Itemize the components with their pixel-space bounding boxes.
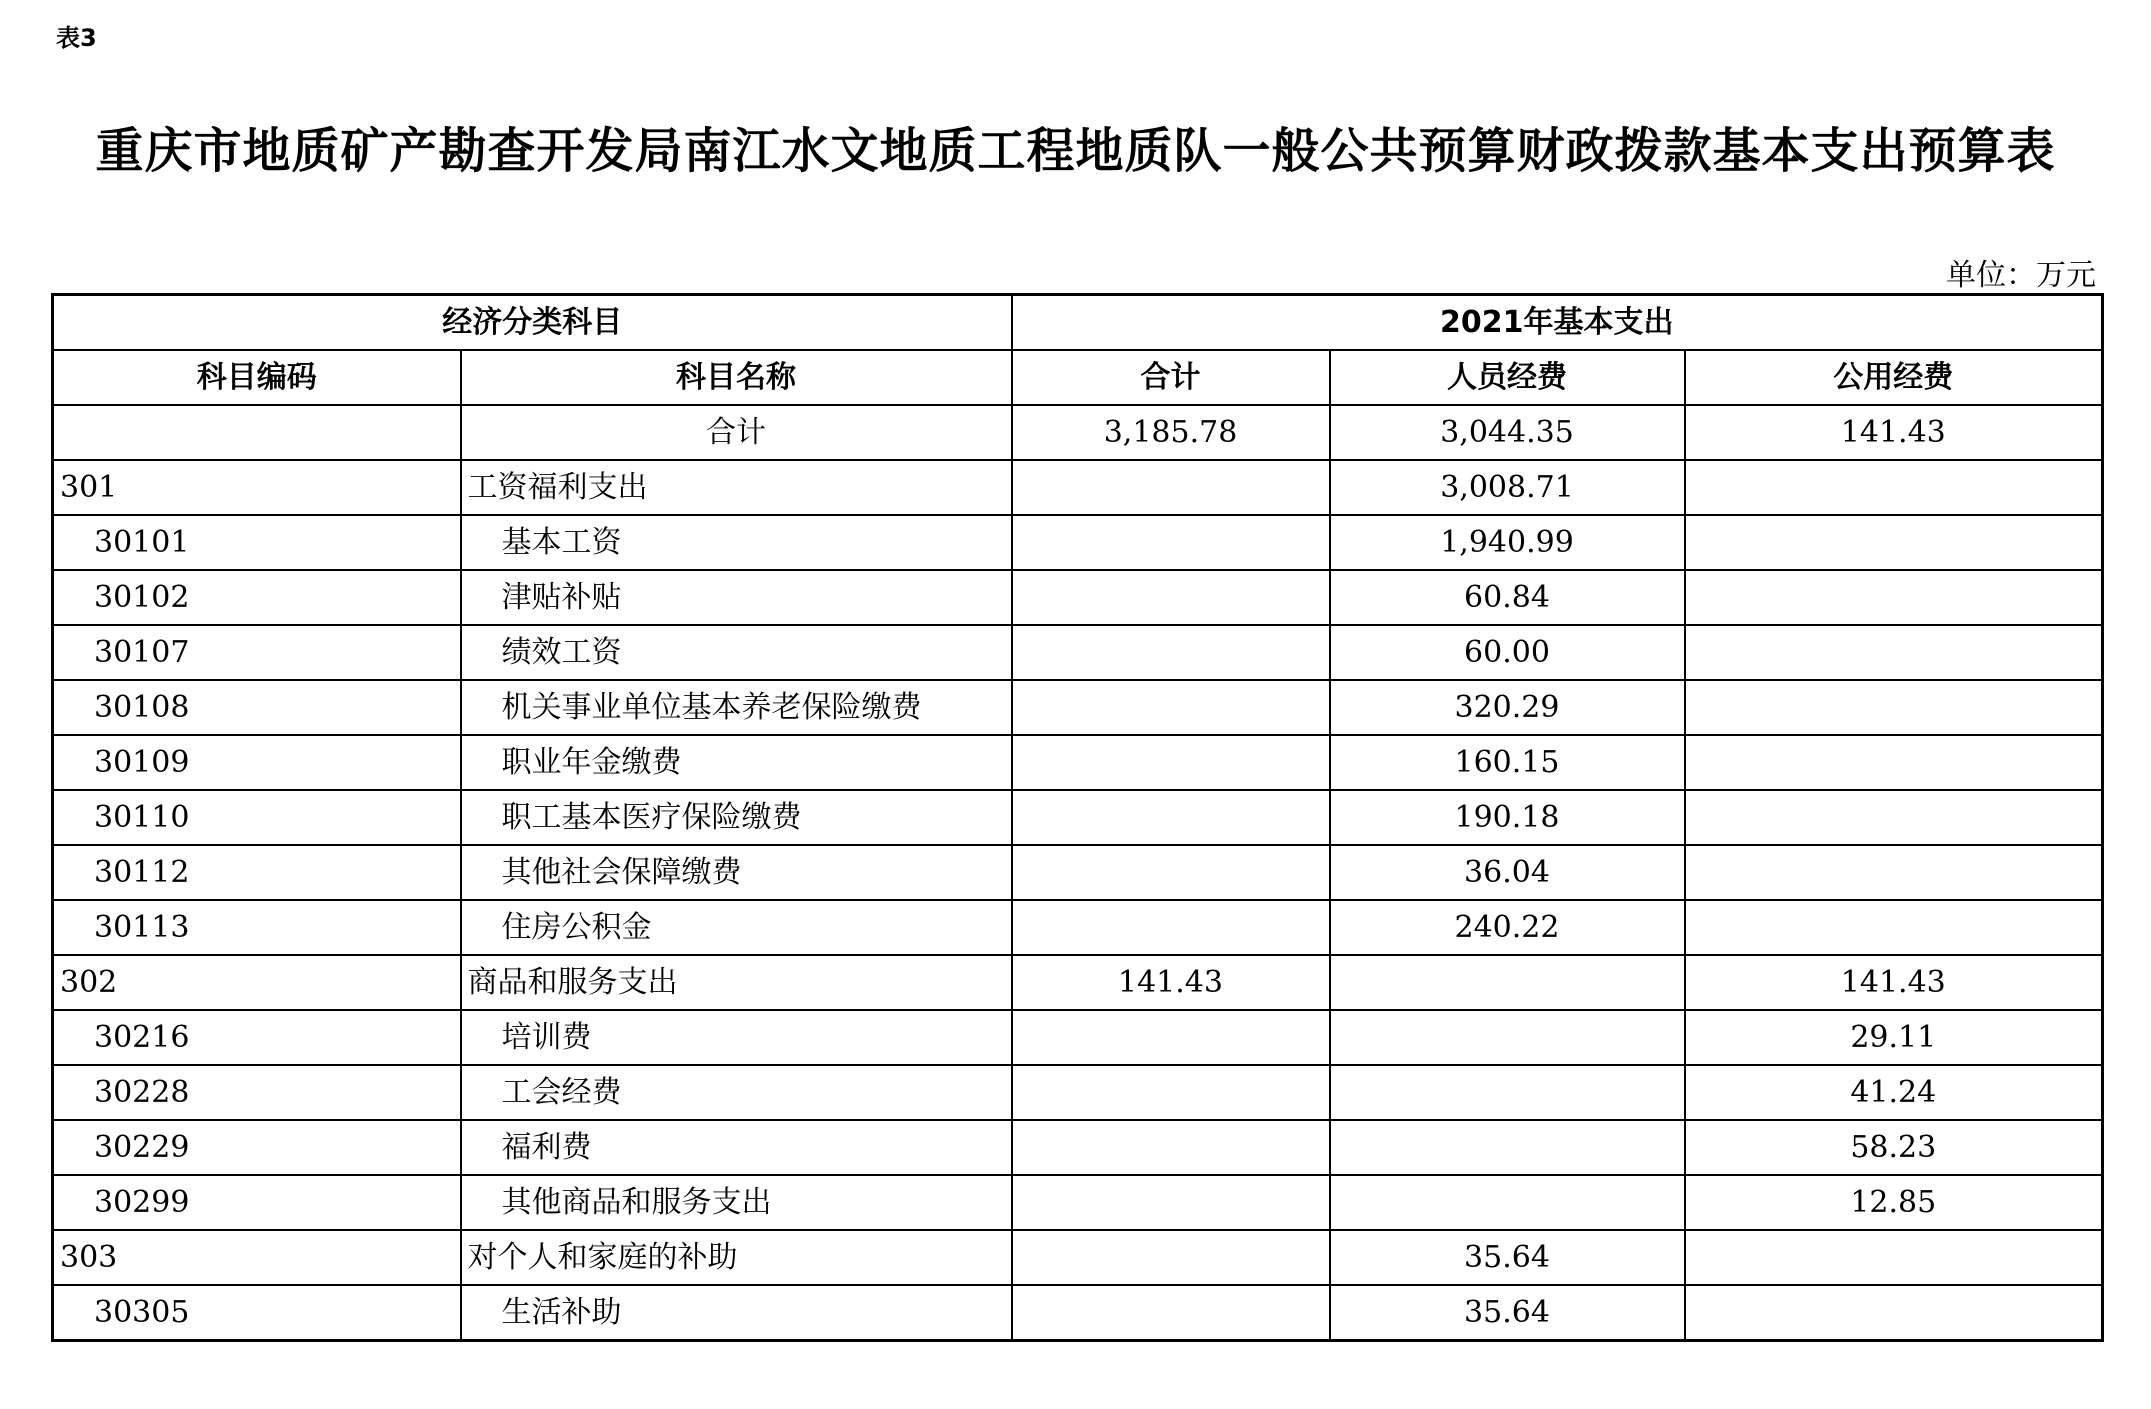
public-cell: 29.11 — [1685, 1010, 2103, 1065]
table-row — [53, 1120, 2103, 1175]
name-cell: 其他社会保障缴费 — [461, 845, 1012, 900]
table-row — [53, 900, 2103, 955]
code-cell: 30110 — [53, 790, 461, 845]
name-cell: 对个人和家庭的补助 — [461, 1230, 1012, 1285]
public-cell: 41.24 — [1685, 1065, 2103, 1120]
code-cell — [53, 405, 461, 460]
personnel-cell: 36.04 — [1330, 845, 1685, 900]
personnel-cell: 60.84 — [1330, 570, 1685, 625]
code-cell: 30112 — [53, 845, 461, 900]
personnel-cell: 35.64 — [1330, 1285, 1685, 1341]
group-header-economic-class: 经济分类科目 — [53, 295, 1012, 351]
total-cell: 3,185.78 — [1012, 405, 1330, 460]
table-row — [53, 460, 2103, 515]
code-cell: 30107 — [53, 625, 461, 680]
column-header-name: 科目名称 — [461, 350, 1012, 405]
column-header-public: 公用经费 — [1685, 350, 2103, 405]
name-cell: 基本工资 — [461, 515, 1012, 570]
unit-label: 单位：万元 — [1946, 258, 2096, 293]
code-cell: 30101 — [53, 515, 461, 570]
public-cell — [1685, 460, 2103, 515]
table-row — [53, 1065, 2103, 1120]
table-row — [53, 515, 2103, 570]
personnel-cell: 3,008.71 — [1330, 460, 1685, 515]
code-cell: 301 — [53, 460, 461, 515]
code-cell: 30102 — [53, 570, 461, 625]
public-cell — [1685, 680, 2103, 735]
document-label: 表3 — [56, 24, 97, 52]
table-row — [53, 625, 2103, 680]
total-cell — [1012, 1285, 1330, 1341]
total-cell — [1012, 680, 1330, 735]
public-cell: 141.43 — [1685, 955, 2103, 1010]
code-cell: 30299 — [53, 1175, 461, 1230]
group-header-row — [53, 295, 2103, 351]
personnel-cell — [1330, 955, 1685, 1010]
personnel-cell: 240.22 — [1330, 900, 1685, 955]
total-cell — [1012, 1120, 1330, 1175]
column-header-row — [53, 350, 2103, 405]
total-cell: 141.43 — [1012, 955, 1330, 1010]
name-cell: 绩效工资 — [461, 625, 1012, 680]
total-cell — [1012, 1065, 1330, 1120]
name-cell: 商品和服务支出 — [461, 955, 1012, 1010]
group-header-basic-expenditure: 2021年基本支出 — [1012, 295, 2103, 351]
code-cell: 303 — [53, 1230, 461, 1285]
personnel-cell: 60.00 — [1330, 625, 1685, 680]
name-cell: 职业年金缴费 — [461, 735, 1012, 790]
code-cell: 30109 — [53, 735, 461, 790]
personnel-cell: 320.29 — [1330, 680, 1685, 735]
table-row — [53, 955, 2103, 1010]
code-cell: 30305 — [53, 1285, 461, 1341]
table-row — [53, 1285, 2103, 1341]
public-cell — [1685, 900, 2103, 955]
table-row — [53, 1010, 2103, 1065]
personnel-cell — [1330, 1010, 1685, 1065]
total-cell — [1012, 1175, 1330, 1230]
public-cell — [1685, 625, 2103, 680]
public-cell — [1685, 735, 2103, 790]
code-cell: 30108 — [53, 680, 461, 735]
code-cell: 30113 — [53, 900, 461, 955]
column-header-personnel: 人员经费 — [1330, 350, 1685, 405]
column-header-code: 科目编码 — [53, 350, 461, 405]
budget-table — [51, 293, 2104, 1342]
table-row — [53, 680, 2103, 735]
total-cell — [1012, 900, 1330, 955]
code-cell: 302 — [53, 955, 461, 1010]
name-cell: 培训费 — [461, 1010, 1012, 1065]
name-cell: 工会经费 — [461, 1065, 1012, 1120]
code-cell: 30216 — [53, 1010, 461, 1065]
personnel-cell: 190.18 — [1330, 790, 1685, 845]
column-header-total: 合计 — [1012, 350, 1330, 405]
name-cell: 职工基本医疗保险缴费 — [461, 790, 1012, 845]
name-cell: 津贴补贴 — [461, 570, 1012, 625]
personnel-cell — [1330, 1065, 1685, 1120]
personnel-cell — [1330, 1175, 1685, 1230]
code-cell: 30229 — [53, 1120, 461, 1175]
public-cell: 141.43 — [1685, 405, 2103, 460]
name-cell: 其他商品和服务支出 — [461, 1175, 1012, 1230]
name-cell: 福利费 — [461, 1120, 1012, 1175]
table-row — [53, 790, 2103, 845]
public-cell — [1685, 570, 2103, 625]
total-cell — [1012, 515, 1330, 570]
total-cell — [1012, 570, 1330, 625]
public-cell — [1685, 1285, 2103, 1341]
total-cell — [1012, 735, 1330, 790]
total-cell — [1012, 790, 1330, 845]
table-row — [53, 735, 2103, 790]
table-row — [53, 570, 2103, 625]
table-row — [53, 1175, 2103, 1230]
personnel-cell: 160.15 — [1330, 735, 1685, 790]
table-row — [53, 845, 2103, 900]
document-title: 重庆市地质矿产勘查开发局南江水文地质工程地质队一般公共预算财政拨款基本支出预算表 — [95, 123, 2056, 179]
total-cell — [1012, 845, 1330, 900]
total-cell — [1012, 625, 1330, 680]
total-cell — [1012, 1230, 1330, 1285]
public-cell: 58.23 — [1685, 1120, 2103, 1175]
public-cell — [1685, 1230, 2103, 1285]
name-cell: 生活补助 — [461, 1285, 1012, 1341]
table-row — [53, 405, 2103, 460]
personnel-cell — [1330, 1120, 1685, 1175]
total-cell — [1012, 1010, 1330, 1065]
table-body — [53, 405, 2103, 1341]
name-cell: 合计 — [461, 405, 1012, 460]
public-cell — [1685, 515, 2103, 570]
name-cell: 工资福利支出 — [461, 460, 1012, 515]
total-cell — [1012, 460, 1330, 515]
public-cell — [1685, 790, 2103, 845]
table-row — [53, 1230, 2103, 1285]
code-cell: 30228 — [53, 1065, 461, 1120]
personnel-cell: 1,940.99 — [1330, 515, 1685, 570]
public-cell — [1685, 845, 2103, 900]
personnel-cell: 3,044.35 — [1330, 405, 1685, 460]
name-cell: 机关事业单位基本养老保险缴费 — [461, 680, 1012, 735]
public-cell: 12.85 — [1685, 1175, 2103, 1230]
personnel-cell: 35.64 — [1330, 1230, 1685, 1285]
name-cell: 住房公积金 — [461, 900, 1012, 955]
